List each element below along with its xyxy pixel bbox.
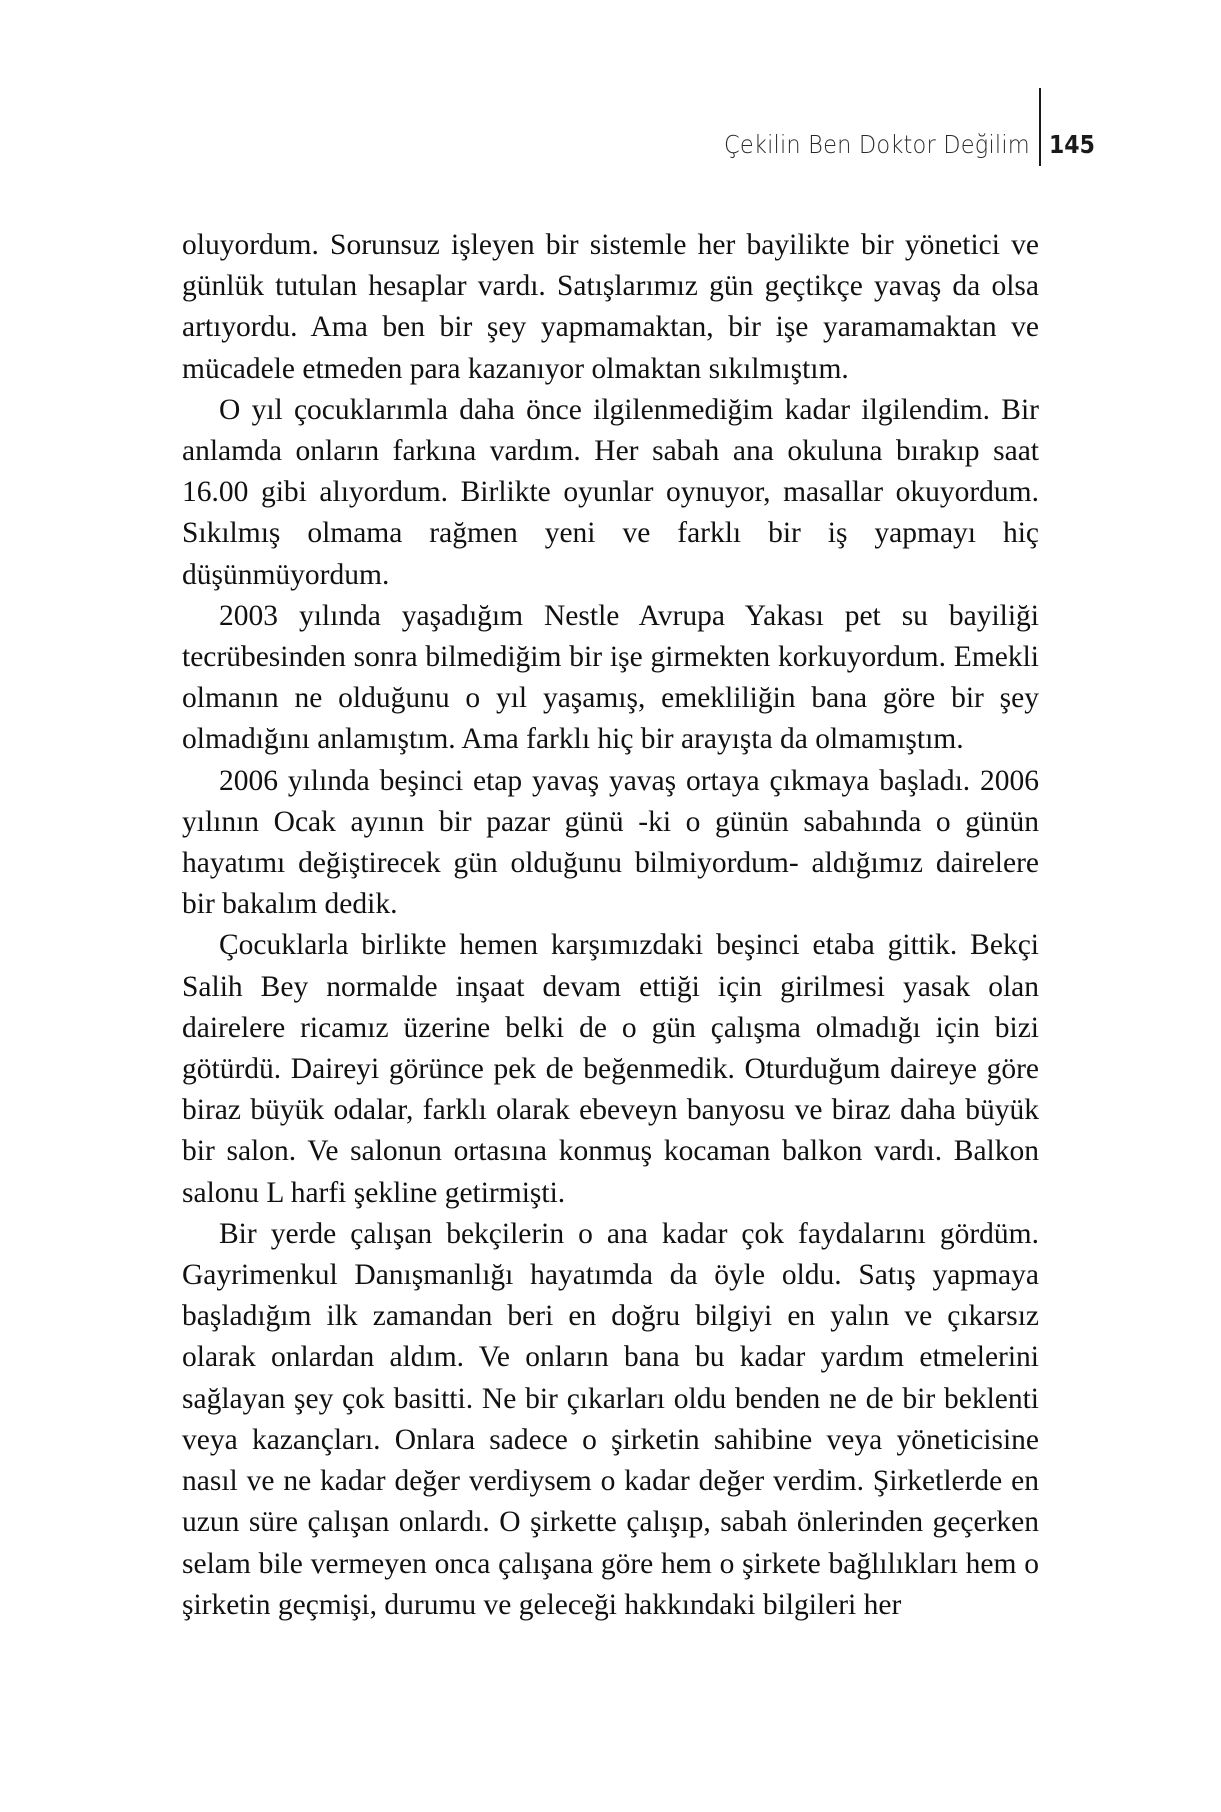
body-text: [182, 225, 1039, 1626]
paragraph: 2006 yılında beşinci etap yavaş yavaş ortaya çıkmaya başladı. 2006 yılının Ocak ayının bir pazar günü -ki o günün sabahında o günün hayatımı değiştirecek gün olduğunu bilmiyordum- aldığımız dairelere bir bakalım dedik.: [182, 764, 1039, 921]
paragraph: Bir yerde çalışan bekçilerin o ana kadar çok faydalarını gördüm. Gayrimenkul Danışmanlığı hayatımda da öyle oldu. Satış yapmaya başladığım ilk zamandan beri en doğru bilgiyi en yalın ve çıkarsız olarak onlardan aldım. Ve onların bana bu kadar yardım etmelerini sağlayan şey çok basitti. Ne bir çıkarları oldu benden ne de bir beklenti veya kazançları. Onlara sadece o şirketin sahibine veya yöneticisine nasıl ve ne kadar değer verdiysem o kadar değer verdim. Şirketlerde en uzun süre çalışan onlardı. O şirkette çalışıp, sabah önlerinden geçerken selam bile vermeyen onca çalışana göre hem o şirkete bağlılıkları hem o şirketin geçmişi, durumu ve geleceği hakkındaki bilgileri her: [182, 1217, 1039, 1621]
header-separator-rule: [1039, 88, 1041, 166]
paragraph-continued: oluyordum. Sorunsuz işleyen bir sistemle her bayilikte bir yönetici ve günlük tutulan hesaplar vardı. Satışlarımız gün geçtikçe yavaş da olsa artıyordu. Ama ben bir şey yapmamaktan, bir işe yaramamaktan ve mücadele etmeden para kazanıyor olmaktan sıkılmıştım.: [182, 229, 1039, 385]
running-head-title: Çekilin Ben Doktor Değilim: [724, 130, 1030, 159]
running-head: [0, 88, 1221, 168]
page-number: 145: [1049, 130, 1095, 159]
paragraph: O yıl çocuklarımla daha önce ilgilenmediğim kadar ilgilendim. Bir anlamda onların farkına vardım. Her sabah ana okuluna bırakıp saat 16.00 gibi alıyordum. Birlikte oyunlar oynuyor, masallar okuyordum. Sıkılmış olmama rağmen yeni ve farklı bir iş yapmayı hiç düşünmüyordum.: [182, 393, 1039, 591]
paragraph: Çocuklarla birlikte hemen karşımızdaki beşinci etaba gittik. Bekçi Salih Bey normalde inşaat devam ettiği için girilmesi yasak olan dairelere ricamız üzerine belki de o gün çalışma olmadığı için bizi götürdü. Daireyi görünce pek de beğenmedik. Oturduğum daireye göre biraz büyük odalar, farklı olarak ebeveyn banyosu ve biraz daha büyük bir salon. Ve salonun ortasına konmuş kocaman balkon vardı. Balkon salonu L harfi şekline getirmişti.: [182, 929, 1039, 1209]
paragraph: 2003 yılında yaşadığım Nestle Avrupa Yakası pet su bayiliği tecrübesinden sonra bilmediğim bir işe girmekten korkuyordum. Emekli olmanın ne olduğunu o yıl yaşamış, emekliliğin bana göre bir şey olmadığını anlamıştım. Ama farklı hiç bir arayışta da olmamıştım.: [182, 599, 1039, 756]
